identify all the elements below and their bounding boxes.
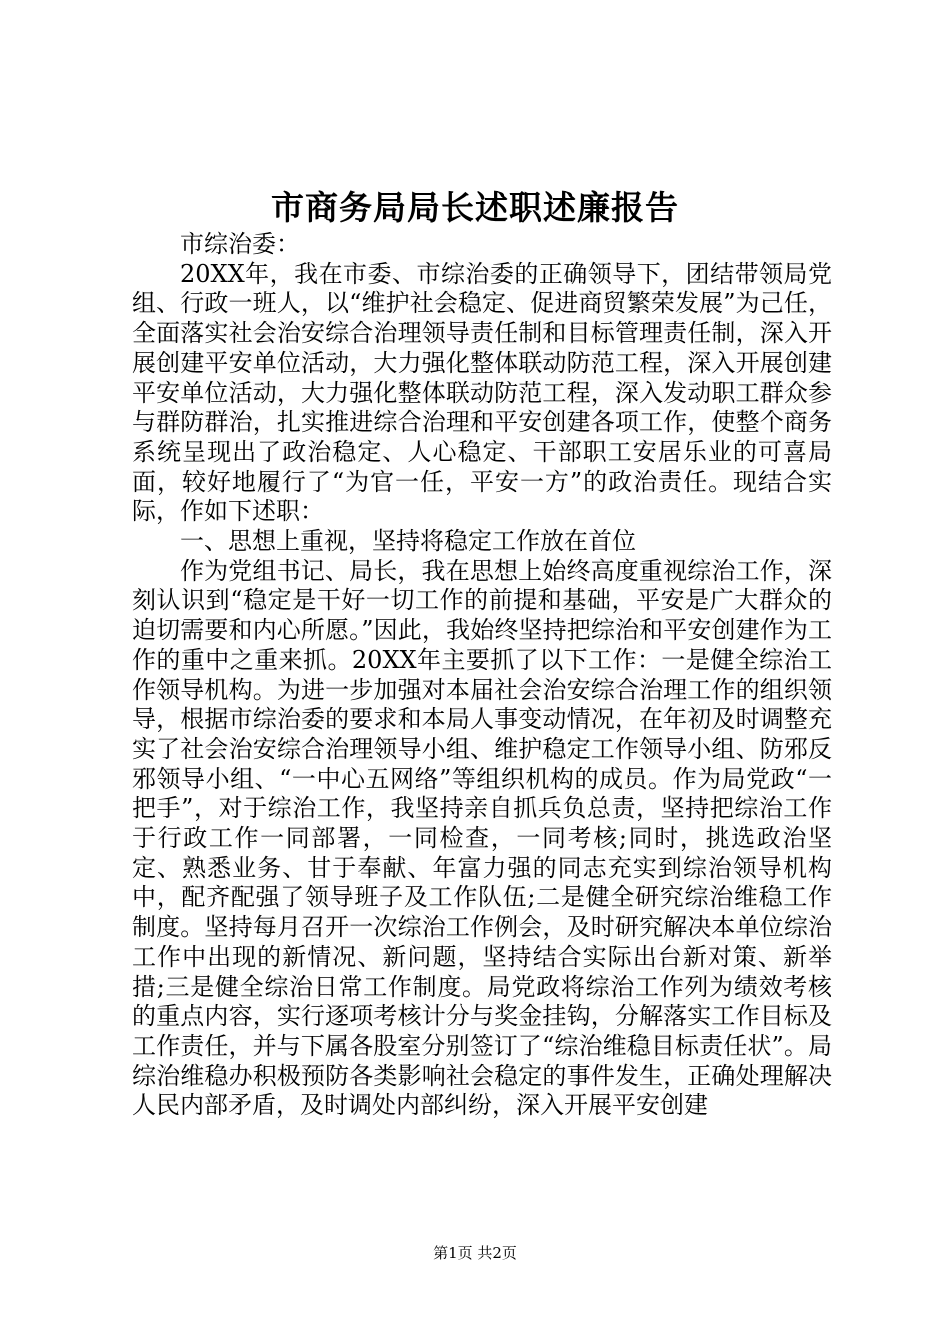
document-title: 市商务局局长述职述廉报告 bbox=[271, 188, 679, 227]
paragraph-section-1: 作为党组书记、局长，我在思想上始终高度重视综治工作，深刻认识到“稳定是干好一切工作的前提和基础，平安是广大群众的迫切需要和内心所愿。”因此，我始终坚持把综治和平安创建作为工作的重中之重来抓。20XX年主要抓了以下工作：一是健全综治工作领导机构。为进一步加强对本届社会治安综合治理工作的组织领导，根据市综治委的要求和本局人事变动情况，在年初及时调整充实了社会治安综合治理领导小组、维护稳定工作领导小组、防邪反邪领导小组、“一中心五网络”等组织机构的成员。作为局党政“一把手”，对于综治工作，我坚持亲自抓兵负总责，坚持把综治工作于行政工作一同部署，一同检查，一同考核;同时，挑选政治坚定、熟悉业务、甘于奉献、年富力强的同志充实到综治领导机构中，配齐配强了领导班子及工作队伍;二是健全研究综治维稳工作制度。坚持每月召开一次综治工作例会，及时研究解决本单位综治工作中出现的新情况、新问题，坚持结合实际出台新对策、新举措;三是健全综治日常工作制度。局党政将综治工作列为绩效考核的重点内容，实行逐项考核计分与奖金挂钩，分解落实工作目标及工作责任，并与下属各股室分别签订了“综治维稳目标责任状”。局综治维稳办积极预防各类影响社会稳定的事件发生，正确处理解决人民内部矛盾，及时调处内部纠纷，深入开展平安创建 bbox=[132, 556, 832, 1120]
salutation: 市综治委： bbox=[180, 230, 300, 258]
document-body bbox=[132, 230, 832, 1121]
page-footer: 第1页 共2页 bbox=[433, 1244, 517, 1262]
section-heading: 一、思想上重视，坚持将稳定工作放在首位 bbox=[180, 527, 636, 556]
paragraph-intro: 20XX年，我在市委、市综治委的正确领导下，团结带领局党组、行政一班人，以“维护社会稳定、促进商贸繁荣发展”为己任，全面落实社会治安综合治理领导责任制和目标管理责任制，深入开展创建平安单位活动，大力强化整体联动防范工程，深入开展创建平安单位活动，大力强化整体联动防范工程，深入发动职工群众参与群防群治，扎实推进综合治理和平安创建各项工作，使整个商务系统呈现出了政治稳定、人心稳定、干部职工安居乐业的可喜局面，较好地履行了“为官一任，平安一方”的政治责任。现结合实际，作如下述职： bbox=[132, 259, 832, 526]
